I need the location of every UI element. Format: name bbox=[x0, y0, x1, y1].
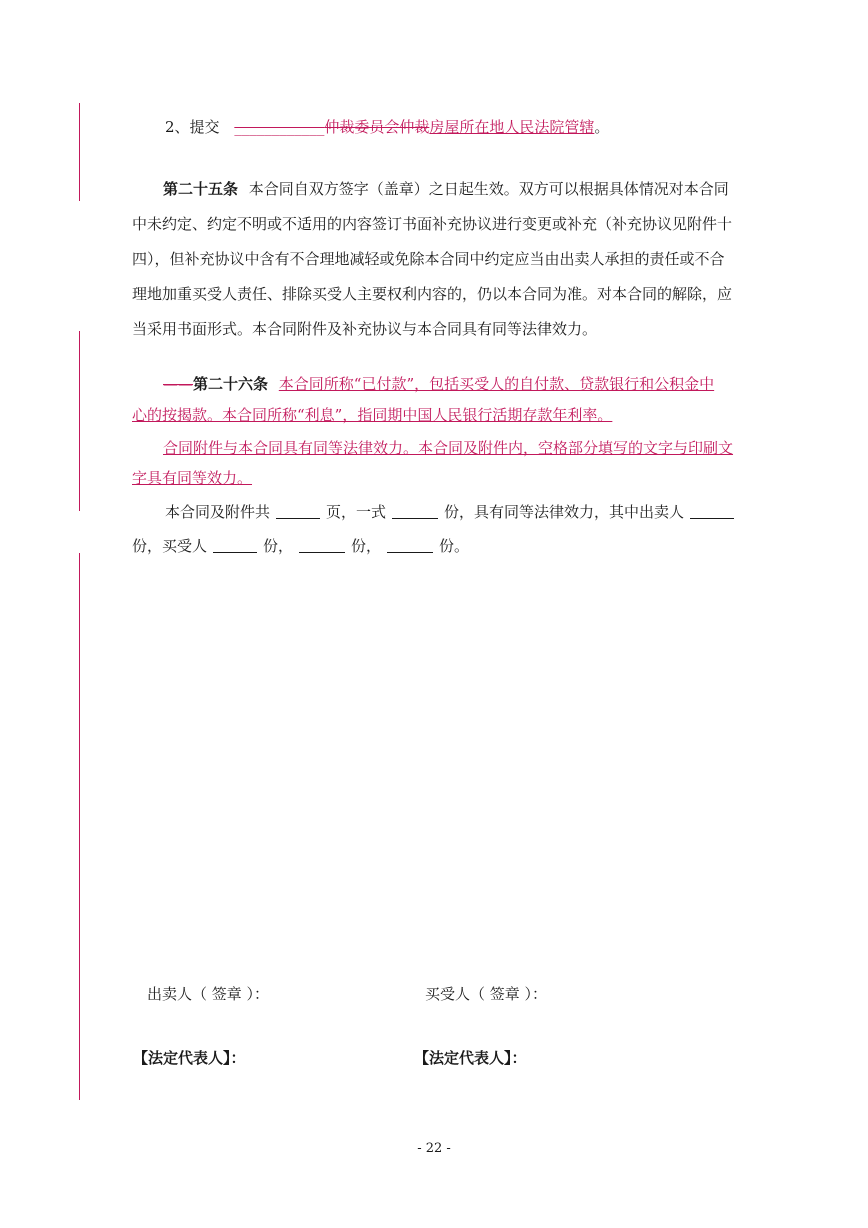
seller-signature-label: 出卖人（ 签章 ）： bbox=[147, 985, 270, 1003]
fill-blank[interactable] bbox=[392, 504, 438, 519]
copies-text: 份，买受人 bbox=[132, 537, 208, 555]
deleted-blank: ____________ bbox=[234, 118, 325, 136]
clause-title: 第二十五条 bbox=[163, 180, 239, 198]
fill-blank[interactable] bbox=[213, 538, 257, 553]
fill-blank[interactable] bbox=[276, 504, 320, 519]
clause24-item2 bbox=[165, 116, 795, 138]
fill-blank[interactable] bbox=[387, 538, 433, 553]
inserted-text: 本合同所称“已付款”，包括买受人的自付款、贷款银行和公积金中 bbox=[278, 375, 715, 393]
buyer-legal-rep-label: 【法定代表人】： bbox=[414, 1049, 527, 1067]
revision-change-bar bbox=[79, 331, 80, 511]
inserted-text: 合同附件与本合同具有同等法律效力。本合同及附件内，空格部分填写的文字与印刷文 bbox=[163, 439, 734, 457]
clause26-line-3 bbox=[163, 437, 793, 459]
clause25-line-1 bbox=[163, 178, 793, 200]
sentence-end: 。 bbox=[594, 118, 610, 136]
clause26-line-4 bbox=[132, 467, 762, 489]
inserted-text: 字具有同等效力。 bbox=[132, 469, 253, 487]
seller-legal-rep-label: 【法定代表人】： bbox=[133, 1049, 246, 1067]
deleted-dash: —— bbox=[163, 375, 193, 393]
clause-text: 本合同自双方签字（盖章）之日起生效。双方可以根据具体情况对本合同 bbox=[248, 180, 729, 198]
copies-line-1 bbox=[165, 501, 795, 523]
clause-title: 第二十六条 bbox=[193, 375, 269, 393]
copies-text: 份， bbox=[351, 537, 382, 555]
deleted-text: 仲裁委员会仲裁 bbox=[324, 118, 430, 136]
revision-change-bar bbox=[79, 553, 80, 1100]
copies-text: 本合同及附件共 bbox=[165, 503, 271, 521]
clause26-line-1 bbox=[163, 373, 793, 395]
copies-line-2 bbox=[132, 535, 762, 557]
copies-text: 份， bbox=[263, 537, 294, 555]
copies-text: 份，具有同等法律效力，其中出卖人 bbox=[444, 503, 685, 521]
clause26-line-2 bbox=[132, 404, 762, 426]
clause25-line-5: 当采用书面形式。本合同附件及补充协议与本合同具有同等法律效力。 bbox=[132, 320, 598, 338]
revision-change-bar bbox=[79, 103, 80, 201]
clause25-line-2: 中未约定、约定不明或不适用的内容签订书面补充协议进行变更或补充（补充协议见附件十 bbox=[132, 215, 733, 233]
fill-blank[interactable] bbox=[690, 504, 734, 519]
copies-text: 份。 bbox=[439, 537, 470, 555]
copies-text: 页，一式 bbox=[326, 503, 387, 521]
clause25-line-4: 理地加重买受人责任、排除买受人主要权利内容的，仍以本合同为准。对本合同的解除，应 bbox=[132, 285, 733, 303]
inserted-text: 房屋所在地人民法院管辖 bbox=[429, 118, 595, 136]
page-number: - 22 - bbox=[417, 1141, 451, 1156]
buyer-signature-label: 买受人（ 签章 ）： bbox=[425, 985, 548, 1003]
inserted-text: 心的按揭款。本合同所称“利息”，指同期中国人民银行活期存款年利率。 bbox=[132, 406, 613, 424]
item-prefix: 2、提交 bbox=[165, 118, 220, 136]
clause25-line-3: 四），但补充协议中含有不合理地减轻或免除本合同中约定应当由出卖人承担的责任或不合 bbox=[132, 250, 725, 268]
fill-blank[interactable] bbox=[299, 538, 345, 553]
